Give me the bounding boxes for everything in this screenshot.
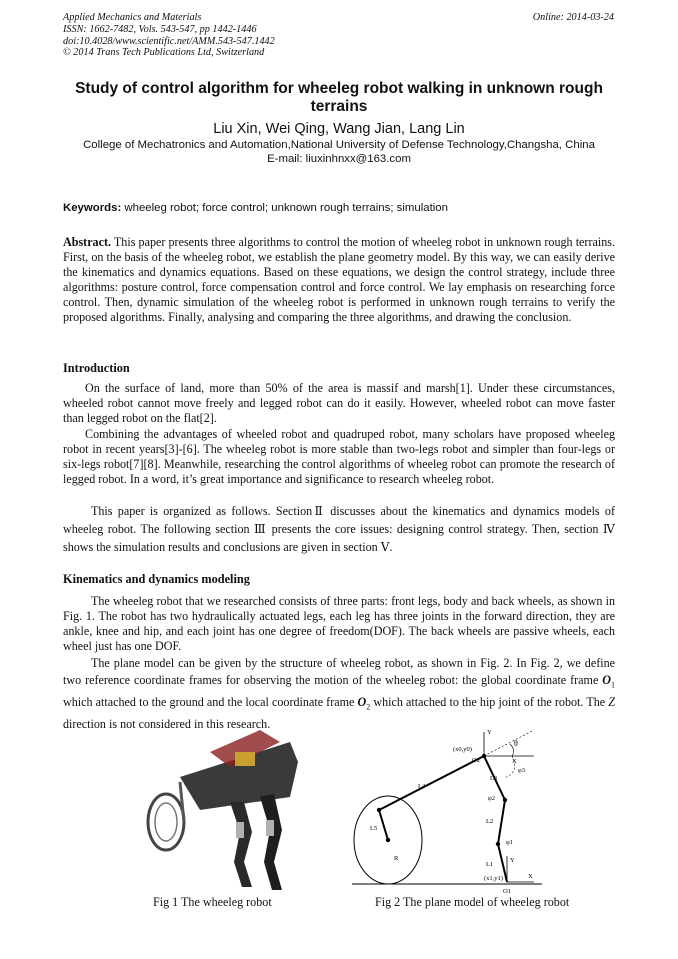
label-l1: L1: [486, 861, 494, 868]
figure-1-caption: Fig 1 The wheeleg robot: [153, 895, 272, 909]
label-l3: L3: [490, 775, 498, 782]
journal-header: [63, 12, 275, 59]
label-x-top: X: [512, 758, 517, 765]
label-o1: O1: [503, 888, 511, 895]
label-l5: L5: [370, 825, 378, 832]
label-origin-top: (x0,y0): [453, 746, 472, 753]
copyright-line: © 2014 Trans Tech Publications Ltd, Switzerland: [63, 47, 265, 59]
z-variable: Z: [608, 695, 615, 710]
abstract: [63, 235, 615, 325]
o1-subscript: 1: [611, 680, 615, 690]
paper-title: Study of control algorithm for wheeleg robot walking in unknown rough terrains: [75, 80, 603, 115]
link-l4: [379, 756, 484, 810]
link-l5: [379, 810, 388, 840]
label-y-bottom: Y: [510, 857, 515, 864]
link-l2: [498, 800, 505, 844]
introduction-heading: Introduction: [63, 361, 130, 375]
intro-paragraph-3: This paper is organized as follows. SectionⅡ discusses about the kinematics and dynamics models of wheeleg robot. The following section Ⅲ presents the core issues: designing control strategy. Then, section Ⅳ shows the simulation results and conclusions are given in section Ⅴ.: [63, 504, 615, 554]
label-origin-bottom: (x1,y1): [484, 875, 503, 882]
kinematics-paragraph-1: The wheeleg robot that we researched consists of three parts: front legs, body and back wheels, as shown in Fig. 1. The robot has two hydraulically actuated legs, each leg has three joints in the forward direction, they are ankle, knee and hip, and each joint has one degree of freedom(DOF). The back wheels are passive wheels, each wheel just has one DOF.: [63, 594, 615, 654]
label-l2: L2: [486, 818, 494, 825]
kp2-part-a: The plane model can be given by the structure of wheeleg robot, as shown in Fig. 2. In Fig. 2, we define two reference coordinate frames for observing the motion of the wheeleg robot: the global coordinate frame: [63, 656, 615, 688]
label-theta: θ: [514, 739, 518, 748]
label-o2: O2: [472, 757, 480, 764]
front-leg-left: [230, 802, 252, 887]
keywords: [63, 202, 615, 214]
keywords-label: Keywords:: [63, 202, 122, 214]
label-y-top: Y: [487, 729, 492, 736]
robot-component: [235, 752, 255, 766]
ankle-joint: [496, 842, 500, 846]
kp2-part-d: direction is not considered in this research.: [63, 717, 271, 732]
wheel-strut: [180, 782, 184, 822]
affiliation: College of Mechatronics and Automation,National University of Defense Technology,Changsha, China: [83, 139, 595, 151]
hydraulic-actuator-left: [236, 822, 244, 838]
issn-line: ISSN: 1662-7482, Vols. 543-547, pp 1442-1446: [63, 23, 257, 35]
label-x-bottom: X: [528, 873, 533, 880]
l5-joint: [377, 808, 381, 812]
front-leg-right: [260, 794, 282, 890]
label-l4: L4: [418, 783, 426, 790]
abstract-text: This paper presents three algorithms to control the motion of wheeleg robot in unknown rough terrains. First, on the basis of the wheeleg robot, we establish the plane geometry model. By this way, we can easily derive the kinematics and dynamics equations. Based on these equations, we design the control strategy, include three algorithms: posture control, force compensation control and force control. We lay emphasis on researching force control. Then, dynamic simulation of the wheeleg robot is performed in unknown rough terrains to verify the proposed algorithms. Finally, analysing and comparing the three algorithms, and drawing the conclusion.: [63, 235, 615, 325]
authors: Liu Xin, Wei Qing, Wang Jian, Lang Lin: [213, 121, 465, 137]
label-phi1: φ1: [506, 839, 514, 846]
o2-subscript: 2: [366, 702, 371, 712]
online-date: Online: 2014-03-24: [532, 12, 614, 23]
intro-paragraph-1: On the surface of land, more than 50% of the area is massif and marsh[1]. Under these circumstances, wheeled robot cannot move freely and legged robot can do it easily. However, wheeled robot can move faster than legged robot on the flat[2].: [63, 381, 615, 426]
o2-symbol: O: [357, 695, 367, 710]
back-wheel-inner: [155, 803, 177, 841]
affiliation-block: [63, 139, 615, 166]
wheel-center-joint: [386, 838, 390, 842]
kp2-part-b: which attached to the ground and the local coordinate frame: [63, 695, 358, 710]
email: E-mail: liuxinhnxx@163.com: [267, 152, 411, 165]
kp2-part-c: which attached to the hip joint of the robot. The: [370, 695, 609, 710]
plane-model-diagram: [352, 728, 552, 896]
label-r: R: [394, 855, 399, 862]
label-phi2: φ2: [488, 795, 496, 802]
abstract-label: Abstract.: [63, 235, 112, 249]
wheeleg-robot-photo: [140, 722, 300, 894]
o1-symbol: O: [602, 673, 611, 688]
figure-2-caption: Fig 2 The plane model of wheeleg robot: [375, 895, 570, 909]
label-phi3: φ3: [518, 767, 526, 774]
kinematics-heading: Kinematics and dynamics modeling: [63, 572, 250, 586]
intro-paragraph-2: Combining the advantages of wheeled robot and quadruped robot, many scholars have proposed wheeleg robot in recent years[3]-[6]. The wheeleg robot is more stable than two-legs robot and simpler than four-legs or six-legs robot[7][8]. Meanwhile, researching the control algorithms of wheeleg robot can promote the research of legged robot. In a word, it’s great importance and significance to research wheeleg robot.: [63, 427, 615, 487]
doi-line: doi:10.4028/www.scientific.net/AMM.543-547.1442: [63, 35, 275, 47]
hydraulic-actuator-right: [266, 820, 274, 836]
keywords-text: wheeleg robot; force control; unknown rough terrains; simulation: [121, 202, 448, 214]
knee-joint: [503, 798, 507, 802]
journal-name: Applied Mechanics and Materials: [63, 12, 202, 23]
